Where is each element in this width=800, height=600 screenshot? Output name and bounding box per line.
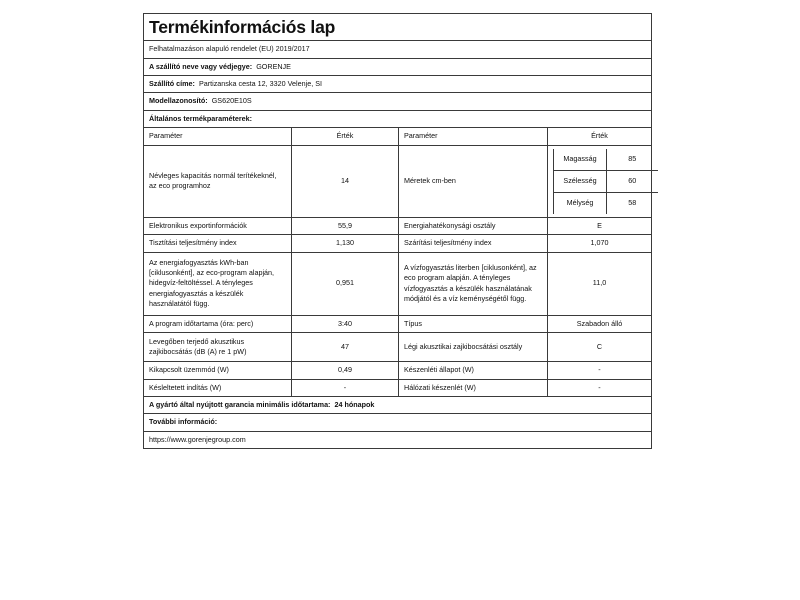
row-program-duration-label: A program időtartama (óra: perc) xyxy=(144,315,292,332)
row-dimensions-label: Méretek cm-ben xyxy=(399,145,548,217)
row-water-consumption-label: A vízfogyasztás literben [ciklusonként], az eco program alapján. A tényleges vízfogyasztás a készülék használatának módjától és a víz keménységétől függ. xyxy=(399,252,548,315)
title-row xyxy=(144,14,652,41)
dimension-value-height: 85 xyxy=(607,149,658,171)
supplier-address-label: Szállító címe: xyxy=(149,79,195,88)
supplier-name-cell xyxy=(144,58,652,75)
row-energy-consumption-value: 0,951 xyxy=(292,252,399,315)
row-network-standby-label: Hálózati készenlét (W) xyxy=(399,379,548,396)
url-cell xyxy=(144,431,652,448)
table-row xyxy=(144,145,652,217)
row-capacity-label: Névleges kapacitás normál terítékeknél, az eco programhoz xyxy=(144,145,292,217)
supplier-name-value: GORENJE xyxy=(256,61,291,71)
model-value: GS620E10S xyxy=(211,96,252,106)
row-standby-label: Készenléti állapot (W) xyxy=(399,362,548,379)
row-drying-index-value: 1,070 xyxy=(548,235,652,252)
more-info-row xyxy=(144,414,652,431)
supplier-address-cell xyxy=(144,76,652,93)
header-param-right: Paraméter xyxy=(399,128,548,145)
table-row xyxy=(144,379,652,396)
product-info-url[interactable]: https://www.gorenjegroup.com xyxy=(149,434,246,444)
row-type-value: Szabadon álló xyxy=(548,315,652,332)
row-type-label: Típus xyxy=(399,315,548,332)
table-row xyxy=(144,333,652,362)
url-row xyxy=(144,431,652,448)
more-info-label xyxy=(144,414,652,431)
row-cleaning-index-value: 1,130 xyxy=(292,235,399,252)
supplier-name-row xyxy=(144,58,652,75)
warranty-label: A gyártó által nyújtott garancia minimális időtartama: xyxy=(149,399,331,409)
row-noise-value: 47 xyxy=(292,333,399,362)
subtitle-row xyxy=(144,41,652,58)
general-parameters-heading: Általános termékparaméterek: xyxy=(144,110,652,127)
header-param-left: Paraméter xyxy=(144,128,292,145)
row-off-mode-label: Kikapcsolt üzemmód (W) xyxy=(144,362,292,379)
row-capacity-value: 14 xyxy=(292,145,399,217)
row-energy-class-label: Energiahatékonysági osztály xyxy=(399,217,548,234)
row-drying-index-label: Szárítási teljesítmény index xyxy=(399,235,548,252)
model-label: Modellazonosító: xyxy=(149,96,208,106)
warranty-value: 24 hónapok xyxy=(334,399,375,409)
product-information-sheet xyxy=(143,13,651,449)
dimensions-subtable xyxy=(553,149,658,214)
table-row xyxy=(144,217,652,234)
row-energy-class-value: E xyxy=(548,217,652,234)
supplier-address-row xyxy=(144,76,652,93)
row-off-mode-value: 0,49 xyxy=(292,362,399,379)
dimension-label-depth: Mélység xyxy=(554,192,607,214)
table-row xyxy=(144,235,652,252)
supplier-address-value: Partizanska cesta 12, 3320 Velenje, SI xyxy=(198,79,323,88)
model-cell xyxy=(144,93,652,110)
row-export-value: 55,9 xyxy=(292,217,399,234)
warranty-row xyxy=(144,396,652,413)
dimension-row-height xyxy=(554,149,658,171)
row-water-consumption-value: 11,0 xyxy=(548,252,652,315)
row-delay-start-label: Késleltetett indítás (W) xyxy=(144,379,292,396)
dimension-value-width: 60 xyxy=(607,170,658,192)
header-value-right: Érték xyxy=(548,128,652,145)
title-cell xyxy=(144,14,652,41)
more-info-text: További információ: xyxy=(149,417,218,427)
row-export-label: Elektronikus exportinformációk xyxy=(144,217,292,234)
dimension-row-width xyxy=(554,170,658,192)
row-energy-consumption-label: Az energiafogyasztás kWh-ban [ciklusonként], az eco-program alapján, hidegvíz-feltöltéssel. A tényleges energiafogyasztás a készülék használatától függ. xyxy=(144,252,292,315)
row-program-duration-value: 3:40 xyxy=(292,315,399,332)
model-row xyxy=(144,93,652,110)
row-network-standby-value: - xyxy=(548,379,652,396)
warranty-cell xyxy=(144,396,652,413)
row-noise-class-label: Légi akusztikai zajkibocsátási osztály xyxy=(399,333,548,362)
header-value-left: Érték xyxy=(292,128,399,145)
dimensions-subtable-host xyxy=(548,145,652,217)
supplier-name-label: A szállító neve vagy védjegye: xyxy=(149,61,253,71)
row-delay-start-value: - xyxy=(292,379,399,396)
dimension-label-width: Szélesség xyxy=(554,170,607,192)
row-standby-value: - xyxy=(548,362,652,379)
regulation-reference: Felhatalmazáson alapuló rendelet (EU) 2019/2017 xyxy=(149,44,310,54)
row-noise-label: Levegőben terjedő akusztikus zajkibocsátás (dB (A) re 1 pW) xyxy=(144,333,292,362)
row-cleaning-index-label: Tisztítási teljesítmény index xyxy=(144,235,292,252)
table-row xyxy=(144,315,652,332)
fiche-table xyxy=(143,13,652,449)
subtitle-cell xyxy=(144,41,652,58)
row-noise-class-value: C xyxy=(548,333,652,362)
table-row xyxy=(144,362,652,379)
dimension-row-depth xyxy=(554,192,658,214)
column-header-row xyxy=(144,128,652,145)
general-parameters-row xyxy=(144,110,652,127)
table-row xyxy=(144,252,652,315)
dimension-label-height: Magasság xyxy=(554,149,607,171)
dimension-value-depth: 58 xyxy=(607,192,658,214)
page-title: Termékinformációs lap xyxy=(149,17,336,37)
